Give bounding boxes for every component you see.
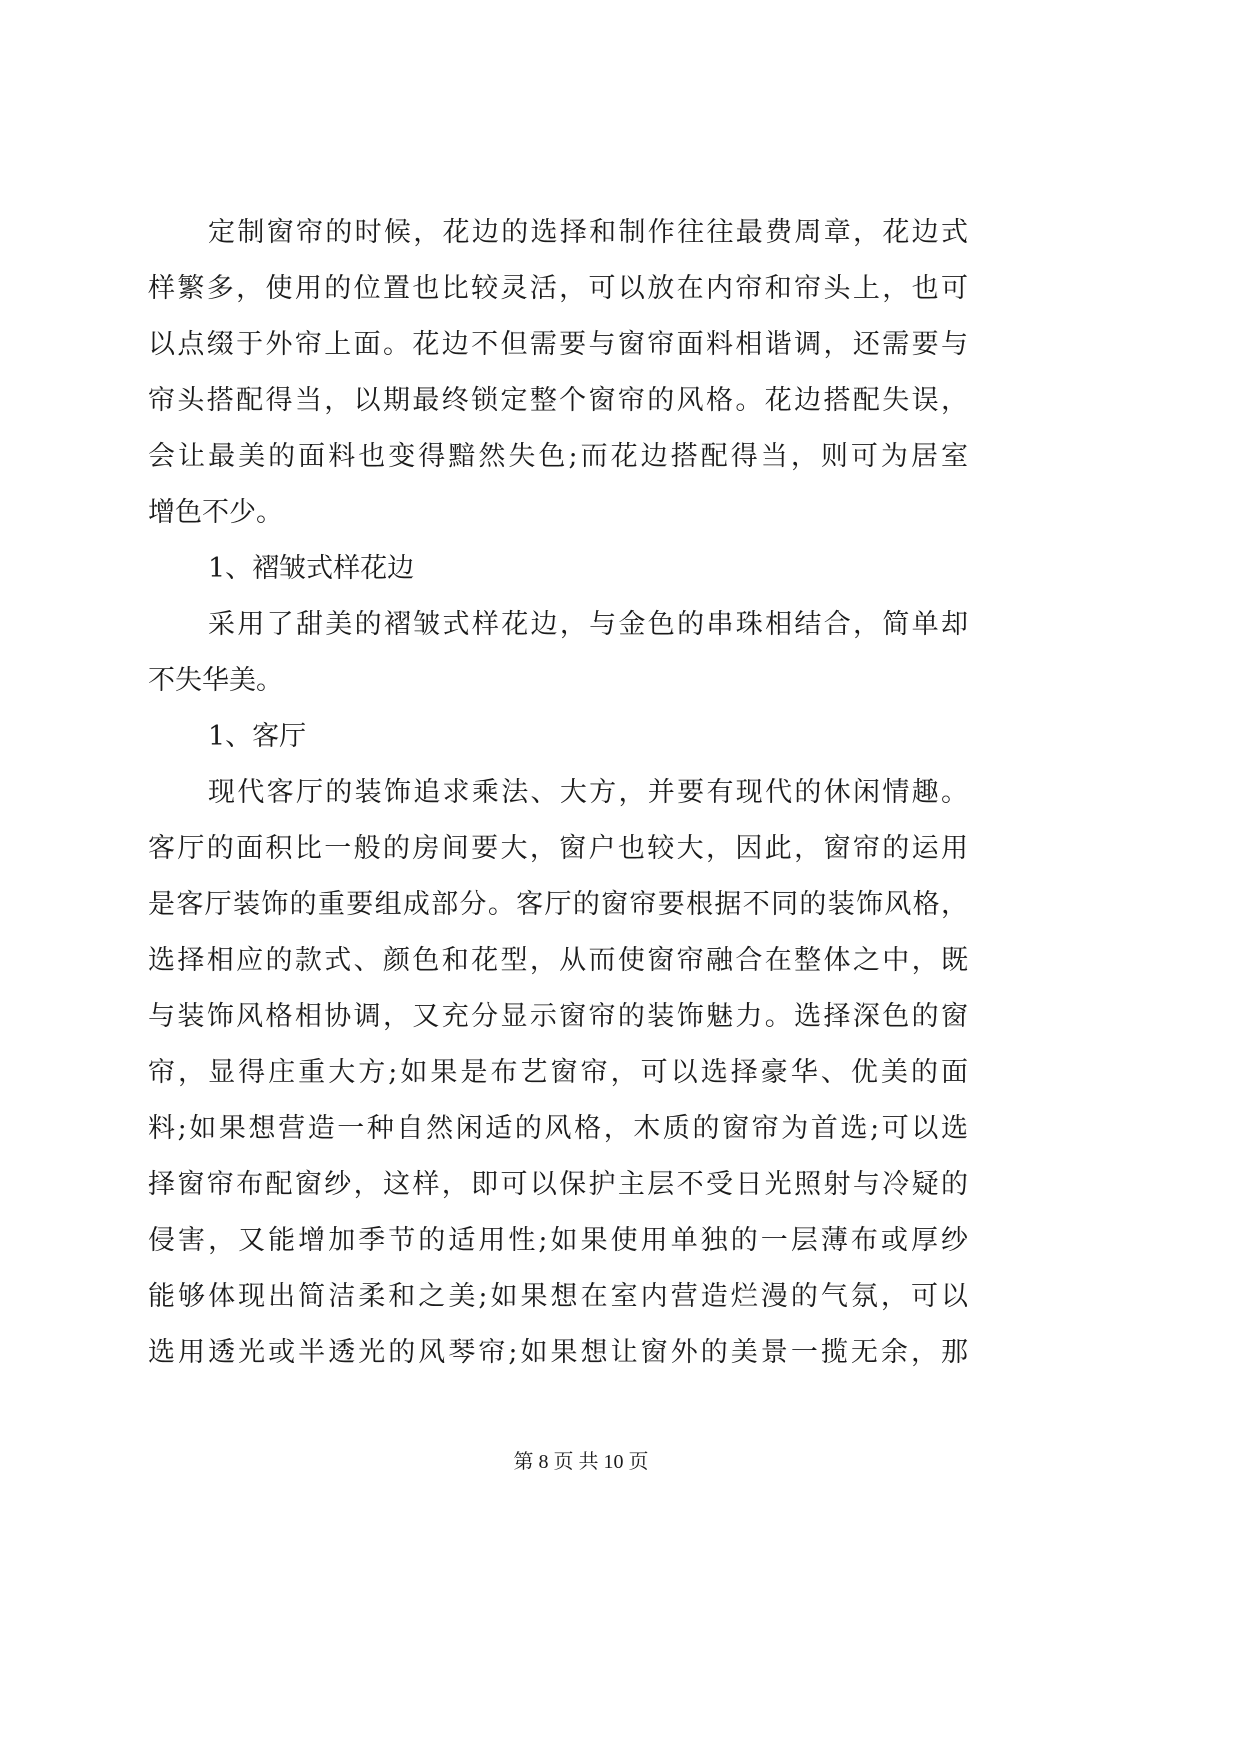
text-line: 客厅的面积比一般的房间要大，窗户也较大，因此，窗帘的运用 [148,833,968,864]
text-line: 采用了甜美的褶皱式样花边，与金色的串珠相结合，简单却 [208,609,968,640]
text-line: 能够体现出简洁柔和之美;如果想在室内营造烂漫的气氛，可以 [148,1281,968,1312]
document-body [148,205,968,1381]
text-line: 以点缀于外帘上面。花边不但需要与窗帘面料相谐调，还需要与 [148,329,968,360]
paragraph-intro [148,205,968,541]
text-line: 不失华美。 [148,665,283,696]
section-heading: 1、褶皱式样花边 [208,553,415,584]
text-line: 帘，显得庄重大方;如果是布艺窗帘，可以选择豪华、优美的面 [148,1057,968,1088]
text-line: 帘头搭配得当，以期最终锁定整个窗帘的风格。花边搭配失误， [148,385,968,416]
page-number-footer: 第 8 页 共 10 页 [513,1451,649,1473]
text-line: 选用透光或半透光的风琴帘;如果想让窗外的美景一揽无余，那 [148,1337,968,1368]
text-line: 样繁多，使用的位置也比较灵活，可以放在内帘和帘头上，也可 [148,273,968,304]
text-line: 选择相应的款式、颜色和花型，从而使窗帘融合在整体之中，既 [148,945,968,976]
section-heading: 1、客厅 [208,721,307,752]
text-line: 择窗帘布配窗纱，这样，即可以保护主层不受日光照射与冷疑的 [148,1169,968,1200]
paragraph-living-room [148,765,968,1381]
text-line: 会让最美的面料也变得黯然失色;而花边搭配得当，则可为居室 [148,441,968,472]
text-line: 现代客厅的装饰追求乘法、大方，并要有现代的休闲情趣。 [208,777,968,808]
text-line: 定制窗帘的时候，花边的选择和制作往往最费周章，花边式 [208,217,968,248]
paragraph-ruffle-lace [148,597,968,709]
text-line: 增色不少。 [148,497,283,528]
text-line: 是客厅装饰的重要组成部分。客厅的窗帘要根据不同的装饰风格， [148,889,968,920]
text-line: 料;如果想营造一种自然闲适的风格，木质的窗帘为首选;可以选 [148,1113,968,1144]
text-line: 侵害，又能增加季节的适用性;如果使用单独的一层薄布或厚纱 [148,1225,968,1256]
text-line: 与装饰风格相协调，又充分显示窗帘的装饰魅力。选择深色的窗 [148,1001,968,1032]
